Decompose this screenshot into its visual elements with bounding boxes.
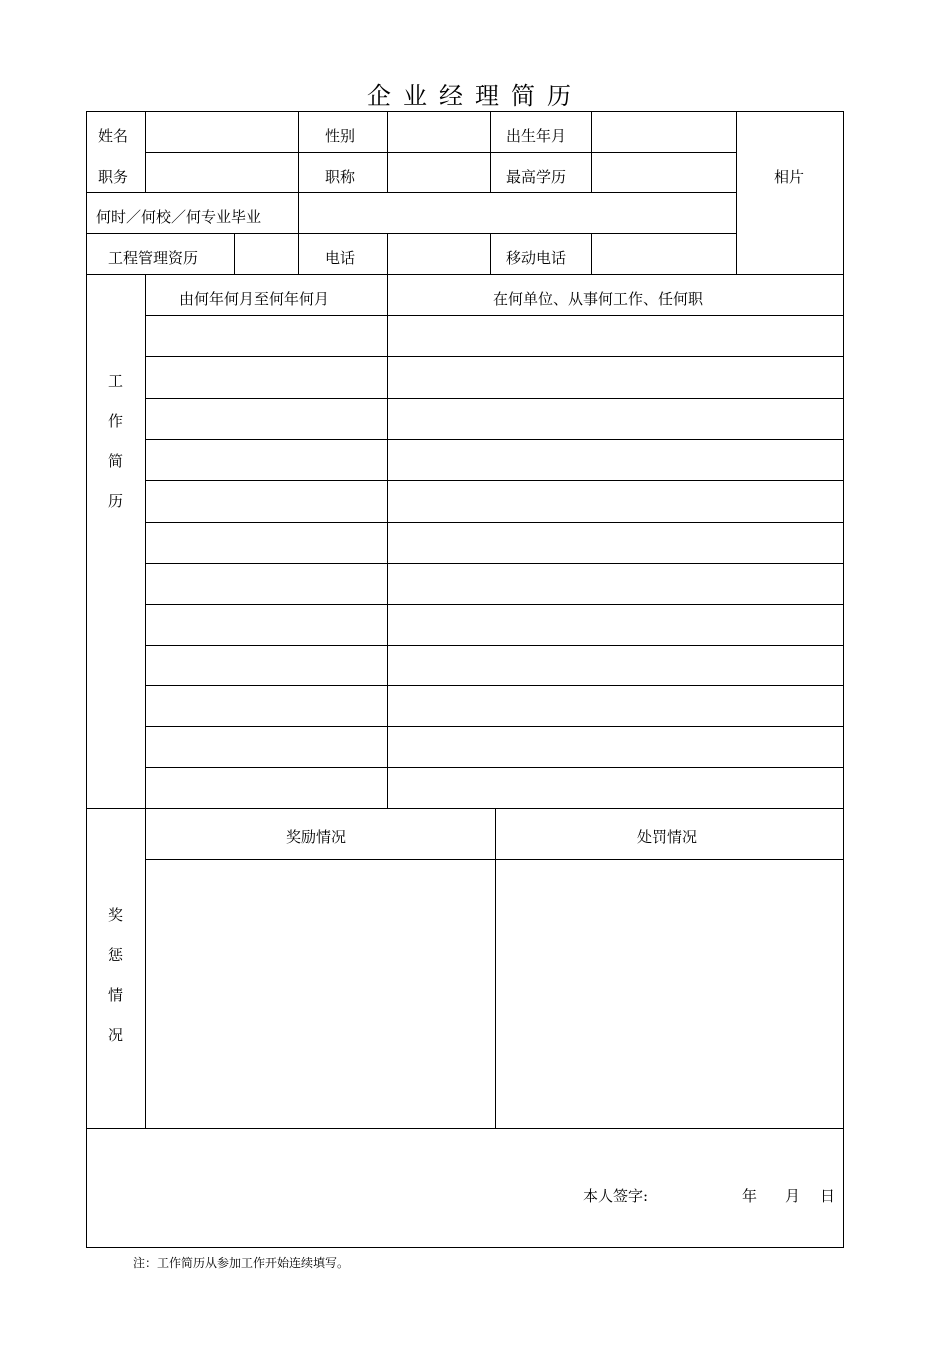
footnote: 注：工作简历从参加工作开始连续填写。	[133, 1256, 350, 1270]
section-divider	[87, 808, 844, 809]
signature-day: 日	[820, 1187, 836, 1205]
mobile-phone-label: 移动电话	[506, 249, 567, 267]
row-divider	[146, 645, 844, 646]
birth-date-label: 出生年月	[506, 127, 567, 145]
col-divider	[298, 112, 299, 274]
work-detail-header: 在何单位、从事何工作、任何职	[493, 290, 704, 308]
section-divider	[87, 274, 844, 275]
work-history-side-label: 工 作 简 历	[108, 372, 124, 510]
gender-label: 性别	[325, 127, 356, 145]
col-divider	[387, 274, 388, 808]
col-divider	[495, 808, 496, 1129]
signature-year: 年	[742, 1187, 758, 1205]
phone-label: 电话	[325, 249, 356, 267]
row-divider	[87, 233, 737, 234]
col-divider	[387, 112, 388, 193]
photo-divider	[736, 112, 737, 274]
name-label: 姓名	[98, 127, 129, 145]
row-divider	[146, 563, 844, 564]
row-divider	[146, 356, 844, 357]
col-divider	[234, 233, 235, 274]
col-divider	[490, 233, 491, 274]
col-divider	[490, 112, 491, 193]
graduation-label: 何时／何校／何专业毕业	[96, 208, 262, 226]
row-divider	[146, 439, 844, 440]
work-period-header: 由何年何月至何年何月	[179, 290, 330, 308]
row-divider	[146, 726, 844, 727]
professional-title-label: 职称	[325, 168, 356, 186]
row-divider	[146, 480, 844, 481]
row-divider	[146, 152, 736, 153]
position-label: 职务	[98, 168, 129, 186]
row-divider	[146, 398, 844, 399]
resume-form	[86, 111, 844, 1248]
education-label: 最高学历	[506, 168, 567, 186]
page-title: 企业经理简历	[367, 82, 583, 110]
col-divider	[591, 233, 592, 274]
section-divider	[87, 1128, 844, 1129]
penalty-header: 处罚情况	[637, 828, 698, 846]
reward-header: 奖励情况	[286, 828, 347, 846]
row-divider	[146, 315, 844, 316]
col-divider	[591, 112, 592, 193]
row-divider	[146, 522, 844, 523]
management-experience-label: 工程管理资历	[108, 249, 199, 267]
signature-month: 月	[785, 1187, 801, 1205]
signature-label: 本人签字:	[583, 1187, 649, 1205]
row-divider	[146, 604, 844, 605]
col-divider	[387, 233, 388, 274]
row-divider	[87, 192, 737, 193]
row-divider	[146, 685, 844, 686]
row-divider	[146, 767, 844, 768]
rewards-side-label: 奖 惩 情 况	[108, 906, 124, 1044]
side-label-divider	[145, 274, 146, 1129]
photo-label: 相片	[774, 168, 805, 186]
col-divider	[145, 112, 146, 193]
